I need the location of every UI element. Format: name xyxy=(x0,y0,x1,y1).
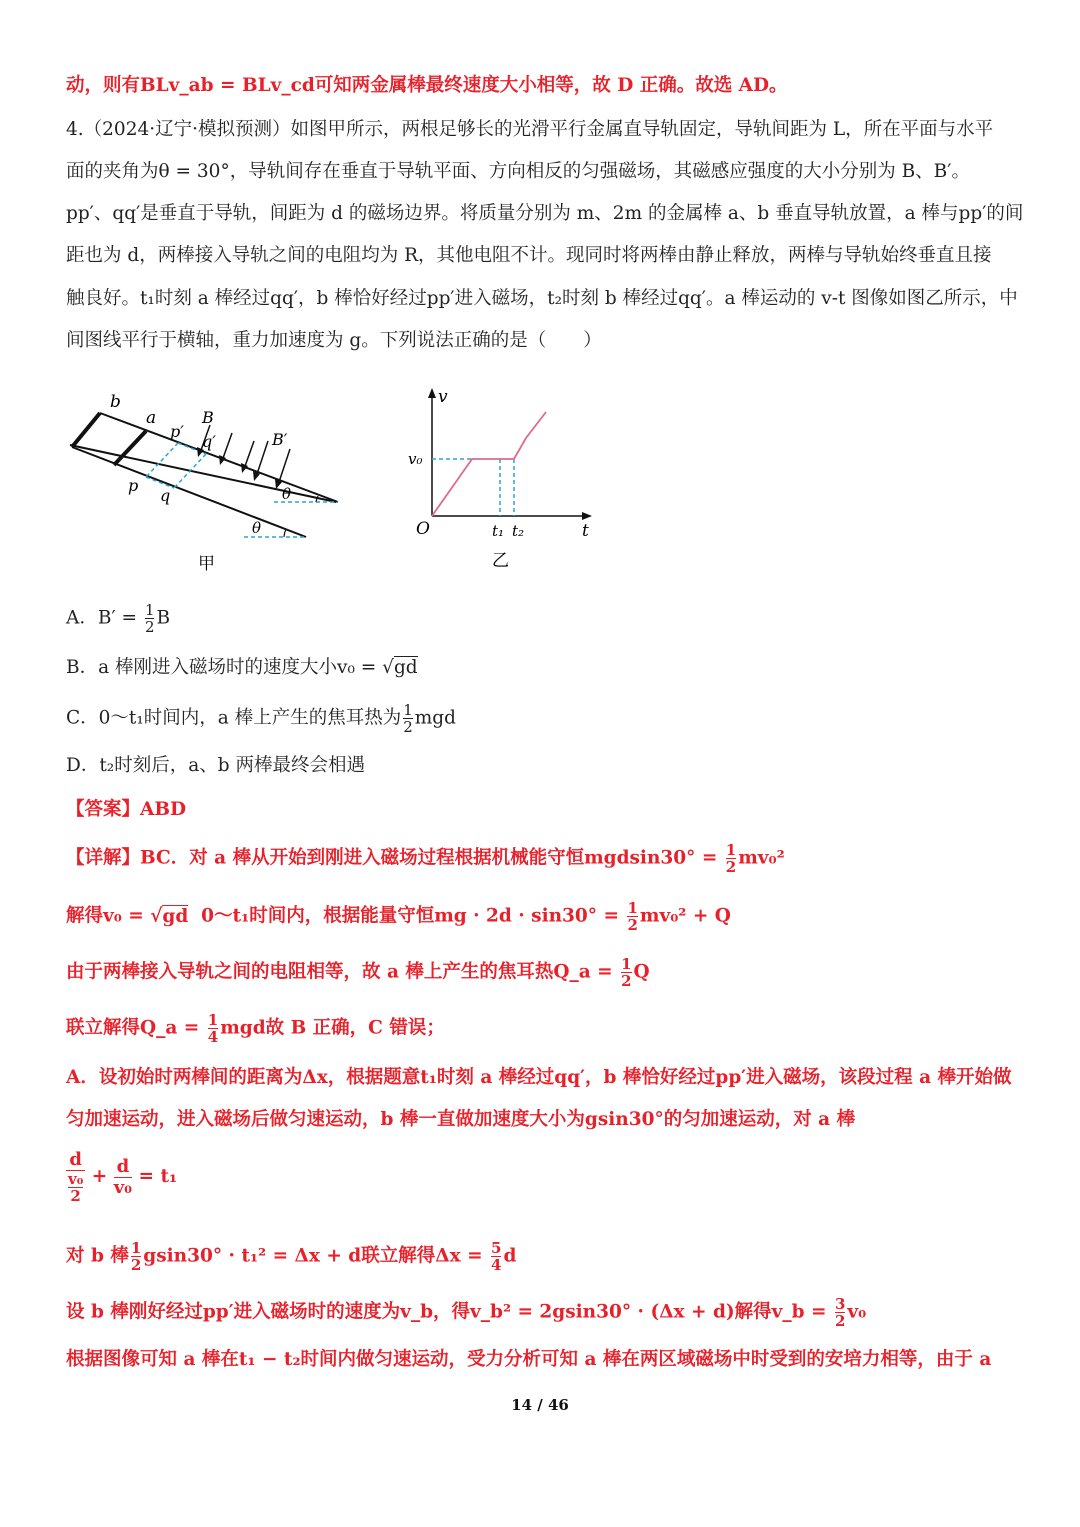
rail-upper xyxy=(70,445,336,502)
text-line: 动，则有BLv_ab = BLv_cd可知两金属棒最终速度大小相等，故 D 正确。故选 AD。 xyxy=(66,75,788,96)
label-theta-1: θ xyxy=(282,485,292,503)
label-t: t xyxy=(582,521,589,541)
detail-line-2: 解得v₀ = √gd 0～t₁时间内，根据能量守恒mg · 2d · sin30° = $\frac{1}{2}$ mv₀² + Q xyxy=(66,899,731,934)
detail-line-3: 由于两棒接入导轨之间的电阻相等，故 a 棒上产生的焦耳热Q_a = $\frac{1}{2}$ Q xyxy=(66,955,650,990)
detail-line-10: 根据图像可知 a 棒在t₁ − t₂时间内做匀速运动，受力分析可知 a 棒在两区域磁场中时受到的安培力相等，由于 a xyxy=(66,1349,992,1370)
detail-line-1: 【详解】BC．对 a 棒从开始到刚进入磁场过程根据机械能守恒mgdsin30° = $\frac{1}{2}$ mv₀² xyxy=(66,841,785,876)
label-t1: t₁ xyxy=(492,522,505,540)
boundary-qq xyxy=(174,454,206,488)
question-line: 4.（2024·辽宁·模拟预测）如图甲所示，两根足够长的光滑平行金属直导轨固定，导轨间距为 L，所在平面与水平 xyxy=(66,119,994,140)
label-B-prime: B′ xyxy=(272,430,288,449)
label-t2: t₂ xyxy=(512,522,525,540)
label-v0: v₀ xyxy=(408,450,423,468)
vt-curve xyxy=(432,412,546,516)
label-q: q xyxy=(160,486,171,505)
detail-line-4: 联立解得Q_a = $\frac{1}{4}$ mgd故 B 正确，C 错误； xyxy=(66,1011,445,1046)
detail-line-9: 设 b 棒刚好经过pp′进入磁场时的速度为v_b，得v_b² = 2gsin30° · (Δx + d)解得v_b = $\frac{3}{2}$ v₀ xyxy=(66,1295,867,1330)
label-B: B xyxy=(202,408,214,427)
question-line: 间图线平行于横轴，重力加速度为 g。下列说法正确的是（ ） xyxy=(66,330,602,351)
label-a: a xyxy=(146,408,157,428)
detail-line-6: 匀加速运动，进入磁场后做匀速运动，b 棒一直做加速度大小为gsin30°的匀加速运动，对 a 棒 xyxy=(66,1109,856,1130)
rail-bottom xyxy=(72,447,306,537)
label-O: O xyxy=(416,519,430,539)
label-v: v xyxy=(438,387,448,407)
option-B: B．a 棒刚进入磁场时的速度大小v₀ = √gd xyxy=(66,657,418,678)
page-number: 14 / 46 xyxy=(511,1396,569,1414)
question-line: 触良好。t₁时刻 a 棒经过qq′，b 棒恰好经过pp′进入磁场，t₂时刻 b 棒经过qq′。a 棒运动的 v-t 图像如图乙所示，中 xyxy=(66,288,1018,309)
caption-jia: 甲 xyxy=(198,554,215,574)
question-line: pp′、qq′是垂直于导轨，间距为 d 的磁场边界。将质量分别为 m、2m 的金属棒 a、b 垂直导轨放置，a 棒与pp′的间 xyxy=(66,203,1024,224)
answer: 【答案】ABD xyxy=(66,799,187,820)
label-p-prime: p′ xyxy=(170,422,184,441)
detail-line-8: 对 b 棒 $\frac{1}{2}$ gsin30° · t₁² = Δx + d联立解得Δx = $\frac{5}{4}$ d xyxy=(66,1239,517,1274)
label-p: p xyxy=(128,476,139,495)
label-q-prime: q′ xyxy=(202,432,216,451)
option-C: C．0～t₁时间内，a 棒上产生的焦耳热为 $\frac{1}{2}$ mgd xyxy=(66,701,456,736)
detail-line-7: $\frac{d}{\frac{\text{v₀}}{2}}$ + $\frac{d}{\text{v₀}}$ = t₁ xyxy=(68,1149,178,1205)
boundary-pp xyxy=(146,443,178,477)
figure-jia xyxy=(60,385,360,575)
question-line: 面的夹角为θ = 30°，导轨间存在垂直于导轨平面、方向相反的匀强磁场，其磁感应强度的大小分别为 B、B′。 xyxy=(66,161,970,182)
figure-yi xyxy=(400,382,610,577)
label-theta-2: θ xyxy=(252,519,262,537)
question-line: 距也为 d，两棒接入导轨之间的电阻均为 R，其他电阻不计。现同时将两棒由静止释放，两棒与导轨始终垂直且接 xyxy=(66,245,992,266)
label-b: b xyxy=(110,392,121,412)
bar-b xyxy=(72,413,100,447)
caption-yi: 乙 xyxy=(492,551,509,571)
option-D: D．t₂时刻后，a、b 两棒最终会相遇 xyxy=(66,755,365,776)
detail-line-5: A．设初始时两棒间的距离为Δx，根据题意t₁时刻 a 棒经过qq′，b 棒恰好经过pp′进入磁场，该段过程 a 棒开始做 xyxy=(66,1067,1012,1088)
option-A: A．B′ = $\frac{1}{2}$ B xyxy=(66,601,171,636)
